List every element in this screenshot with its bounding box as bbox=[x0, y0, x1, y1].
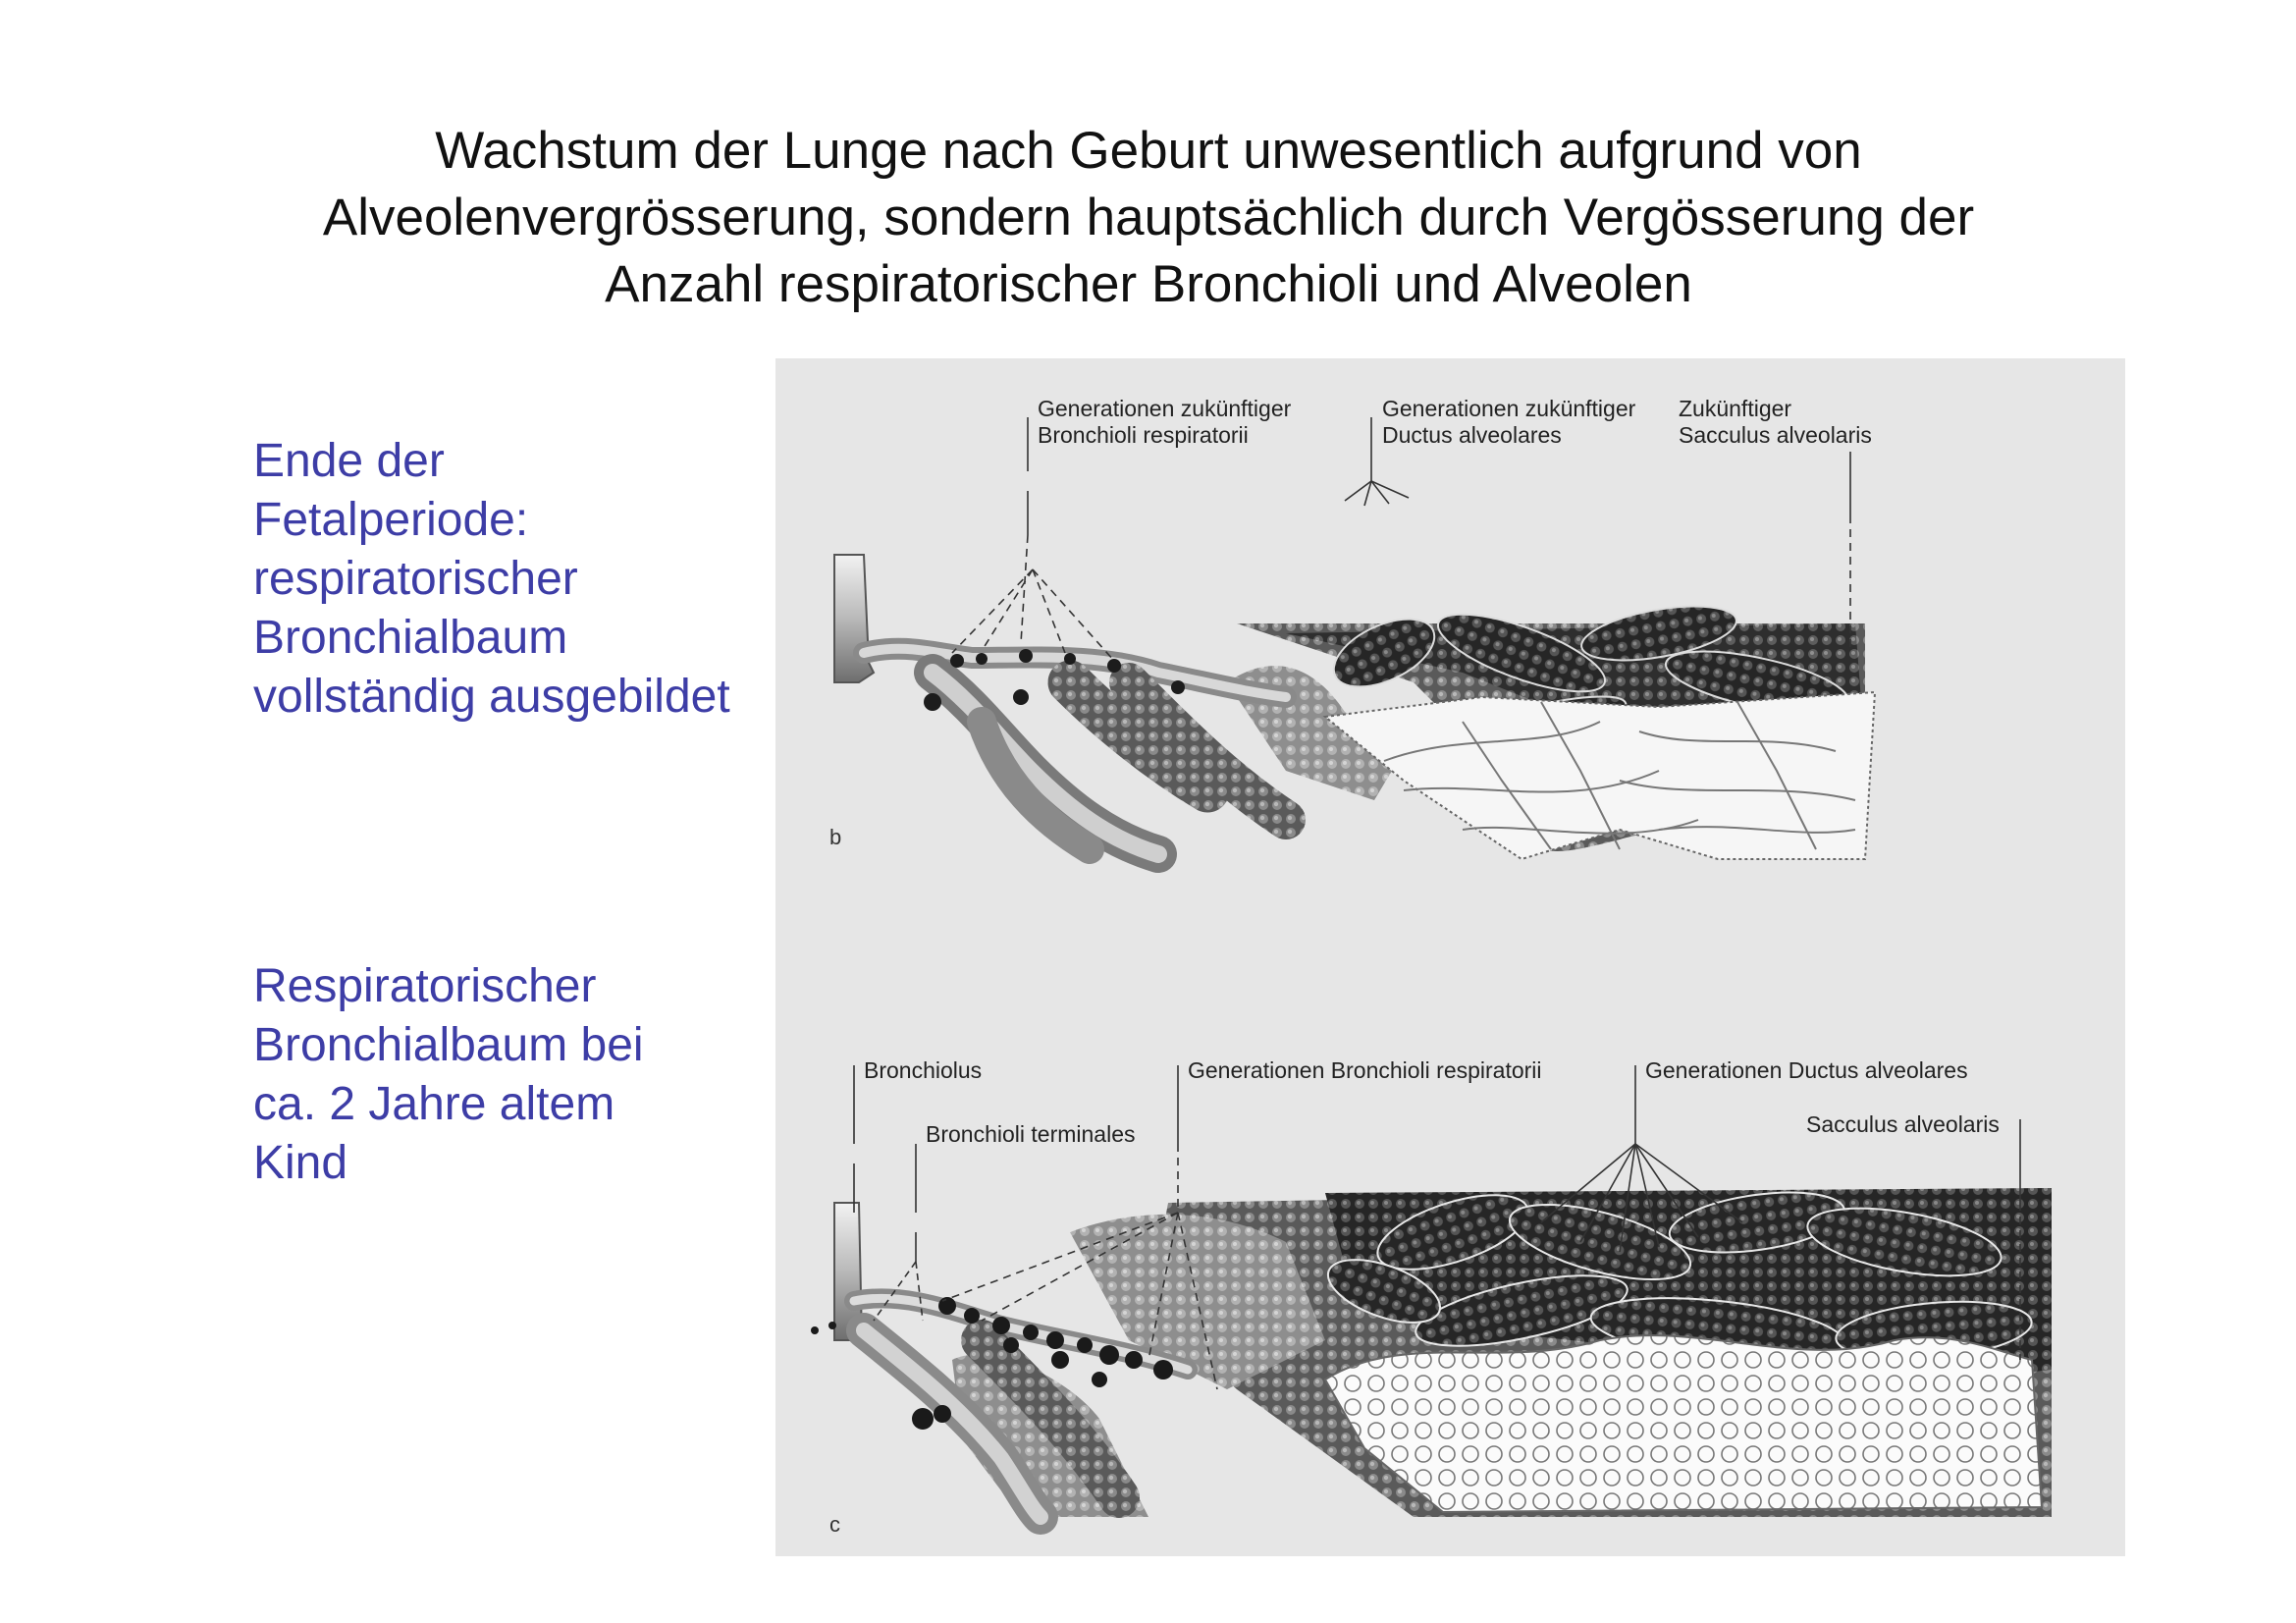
slide-title bbox=[226, 118, 2071, 318]
label-future-sacculus-alveolaris bbox=[1679, 396, 1872, 449]
caption-top-line-1: Ende der bbox=[253, 435, 445, 487]
label-b3-line-2: Sacculus alveolaris bbox=[1679, 422, 1872, 448]
caption-top-line-4: Bronchialbaum bbox=[253, 612, 568, 664]
panel-b-illustration bbox=[834, 555, 1875, 859]
panel-letter-c: c bbox=[829, 1512, 840, 1537]
label-gen-ductus-alveolares: Generationen Ductus alveolares bbox=[1645, 1057, 1968, 1083]
label-future-ductus-alveolares bbox=[1382, 396, 1635, 449]
caption-bottom-line-1: Respiratorischer bbox=[253, 960, 597, 1012]
bronchial-tree-figure bbox=[775, 358, 2125, 1556]
caption-top-line-5: vollständig ausgebildet bbox=[253, 671, 730, 723]
label-b2-line-2: Ductus alveolares bbox=[1382, 422, 1562, 448]
caption-top-line-2: Fetalperiode: bbox=[253, 494, 529, 546]
label-bronchioli-terminales: Bronchioli terminales bbox=[926, 1121, 1136, 1147]
bronchial-tree-illustration bbox=[775, 358, 2125, 1556]
label-sacculus-alveolaris: Sacculus alveolaris bbox=[1806, 1111, 2000, 1137]
caption-fetal-period bbox=[253, 432, 730, 727]
caption-two-year-child bbox=[253, 957, 644, 1193]
caption-top-line-3: respiratorischer bbox=[253, 553, 578, 605]
label-b2-line-1: Generationen zukünftiger bbox=[1382, 396, 1636, 421]
label-b1-line-2: Bronchioli respiratorii bbox=[1038, 422, 1249, 448]
title-line-2: Alveolenvergrösserung, sondern hauptsächlich durch Vergösserung der bbox=[322, 189, 1975, 246]
label-bronchiolus: Bronchiolus bbox=[864, 1057, 983, 1083]
caption-bottom-line-2: Bronchialbaum bei bbox=[253, 1019, 644, 1071]
label-b3-line-1: Zukünftiger bbox=[1679, 396, 1792, 421]
label-b1-line-1: Generationen zukünftiger bbox=[1038, 396, 1292, 421]
label-future-bronchioli-respiratorii bbox=[1038, 396, 1291, 449]
panel-c-illustration bbox=[811, 1180, 2052, 1517]
title-line-3: Anzahl respiratorischer Bronchioli und Alveolen bbox=[605, 255, 1692, 313]
panel-letter-b: b bbox=[829, 825, 842, 849]
title-line-1: Wachstum der Lunge nach Geburt unwesentlich aufgrund von bbox=[435, 122, 1862, 180]
caption-bottom-line-4: Kind bbox=[253, 1137, 348, 1189]
label-gen-bronchioli-respiratorii: Generationen Bronchioli respiratorii bbox=[1188, 1057, 1542, 1083]
caption-bottom-line-3: ca. 2 Jahre altem bbox=[253, 1078, 615, 1130]
